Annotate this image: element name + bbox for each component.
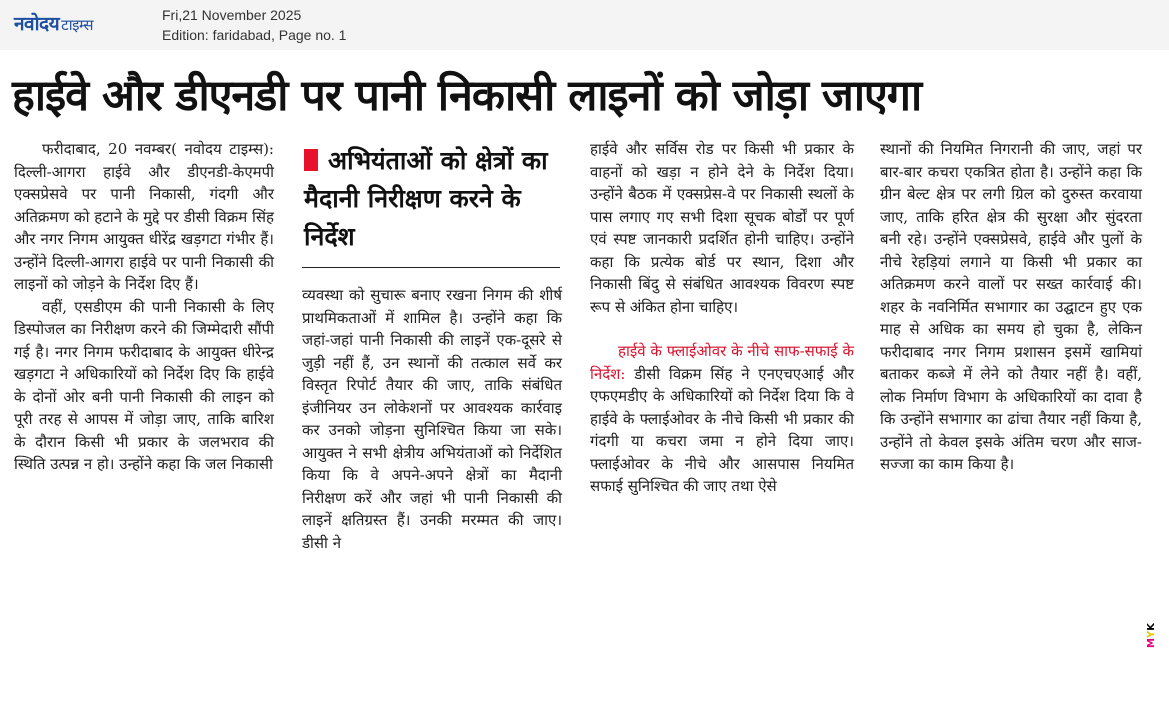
- column-4: [880, 138, 1142, 476]
- mark-m: M: [1146, 638, 1157, 648]
- section-lead: हाईवे के फ्लाईओवर के नीचे साफ-सफाई के निर्देश:: [590, 342, 854, 383]
- article-subheading: [304, 142, 560, 256]
- subheading-divider: [302, 267, 560, 268]
- print-color-marks: [1146, 598, 1157, 648]
- paragraph: वहीं, एसडीएम की पानी निकासी के लिए डिस्पोजल का निरीक्षण करने की जिम्मेदारी सौंपी गई है। नगर निगम फरीदाबाद के आयुक्त धीरेन्द्र खड़गटा ने अधिकारियों को निर्देश दिए कि हाईवे के दोनों ओर बनी पानी निकासी की लाइन को पूरी तरह से आपस में जोड़ा जाए, ताकि बारिश के दौरान किसी भी प्रकार के जलभराव की स्थिति उत्पन्न न हो। उन्होंने कहा कि जल निकासी: [14, 297, 274, 473]
- paragraph: [590, 340, 854, 498]
- logo-main: नवोदय: [14, 13, 60, 35]
- column-2: [302, 284, 562, 554]
- edition-date: Fri,21 November 2025: [162, 7, 302, 23]
- edition-info: Edition: faridabad, Page no. 1: [162, 27, 347, 43]
- mark-k: K: [1146, 623, 1157, 631]
- red-square-marker: [304, 149, 318, 171]
- paragraph: व्यवस्था को सुचारू बनाए रखना निगम की शीर्ष प्राथमिकताओं में शामिल है। उन्होंने कहा कि जहां-जहां पानी निकासी की लाइनें एक-दूसरे से जुड़ी नहीं हैं, उन स्थानों की तत्काल सर्वे कर विस्तृत रिपोर्ट तैयार की जाए, ताकि संबंधित इंजीनियर उन लोकेशनों पर आवश्यक कार्रवाइ कर उनको जोड़ना सुनिश्चित किया जा सके। आयुक्त ने सभी क्षेत्रीय अभियंताओं को निर्देशित किया कि वे अपने-अपने क्षेत्रों का मैदानी निरीक्षण करें और जहां भी पानी निकासी की लाइनें क्षतिग्रस्त हैं। उनकी मरम्मत की जाए। डीसी ने: [302, 286, 562, 552]
- logo-sub: टाइम्स: [61, 16, 93, 34]
- paragraph: स्थानों की नियमित निगरानी की जाए, जहां पर बार-बार कचरा एकत्रित होता है। उन्होंने कहा कि ग्रीन बेल्ट क्षेत्र पर लगी ग्रिल को दुरुस्त करवाया जाए, ताकि हरित क्षेत्र की सुरक्षा और सुंदरता बनी रहे। उन्होंने एक्सप्रेसवे, हाईवे और पुलों के नीचे रेहड़ियां लगाने या किसी भी प्रकार का अतिक्रमण करने वालों पर सख्त कार्रवाई की।शहर के नवनिर्मित सभागार का उद्घाटन हुए एक माह से अधिक का समय हो चुका है, लेकिन फरीदाबाद नगर निगम प्रशासन इसमें खामियां बताकर कब्जे में लेने को तैयार नहीं है। वहीं, लोक निर्माण विभाग के अधिकारियों का दावा है कि उन्होंने सभागार का ढांचा तैयार नहीं किया है, उन्होंने तो केवल इसके अंतिम चरण और साज-सज्जा का काम किया है।: [880, 140, 1142, 473]
- subheading-text: अभियंताओं को क्षेत्रों का मैदानी निरीक्षण करने के निर्देश: [304, 146, 548, 251]
- top-bar: [0, 0, 1169, 50]
- paragraph: फरीदाबाद, 20 नवम्बर( नवोदय टाइम्स): दिल्ली-आगरा हाईवे और डीएनडी-केएमपी एक्सप्रेसवे पर पानी निकासी, गंदगी और अतिक्रमण को हटाने के मुद्दे पर डीसी विक्रम सिंह और नगर निगम आयुक्त धीरेंद्र खड़गटा गंभीर हैं। उन्होंने दिल्ली-आगरा हाईवे पर पानी निकासी की लाइनों को जोड़ने के निर्देश दिए हैं।: [14, 140, 274, 293]
- article-headline: हाईवे और डीएनडी पर पानी निकासी लाइनों को जोड़ा जाएगा: [12, 71, 922, 121]
- mark-y: Y: [1146, 630, 1157, 639]
- column-3: [590, 138, 854, 498]
- column-1: [14, 138, 274, 476]
- edition-meta: [162, 5, 346, 45]
- section-body: डीसी विक्रम सिंह ने एनएचएआई और एफएमडीए के अधिकारियों को निर्देश दिया कि वे हाईवे के फ्लाईओवर के नीचे किसी भी प्रकार की गंदगी या कचरा जमा न होने दिया जाए। फ्लाईओवर के नीचे और आसपास नियमित सफाई सुनिश्चित की जाए तथा ऐसे: [590, 364, 854, 495]
- paragraph: हाईवे और सर्विस रोड पर किसी भी प्रकार के वाहनों को खड़ा न होने देने के निर्देश दिया। उन्होंने बैठक में एक्सप्रेस-वे पर निकासी स्थलों के पास लगाए गए सभी दिशा सूचक बोर्डों पर पूर्ण एवं स्पष्ट जानकारी प्रदर्शित होनी चाहिए। उन्होंने कहा कि प्रत्येक बोर्ड पर स्थान, दिशा और निकासी बिंदु से संबंधित आवश्यक विवरण स्पष्ट रूप से अंकित होना चाहिए।: [590, 140, 854, 316]
- newspaper-logo[interactable]: [14, 10, 93, 36]
